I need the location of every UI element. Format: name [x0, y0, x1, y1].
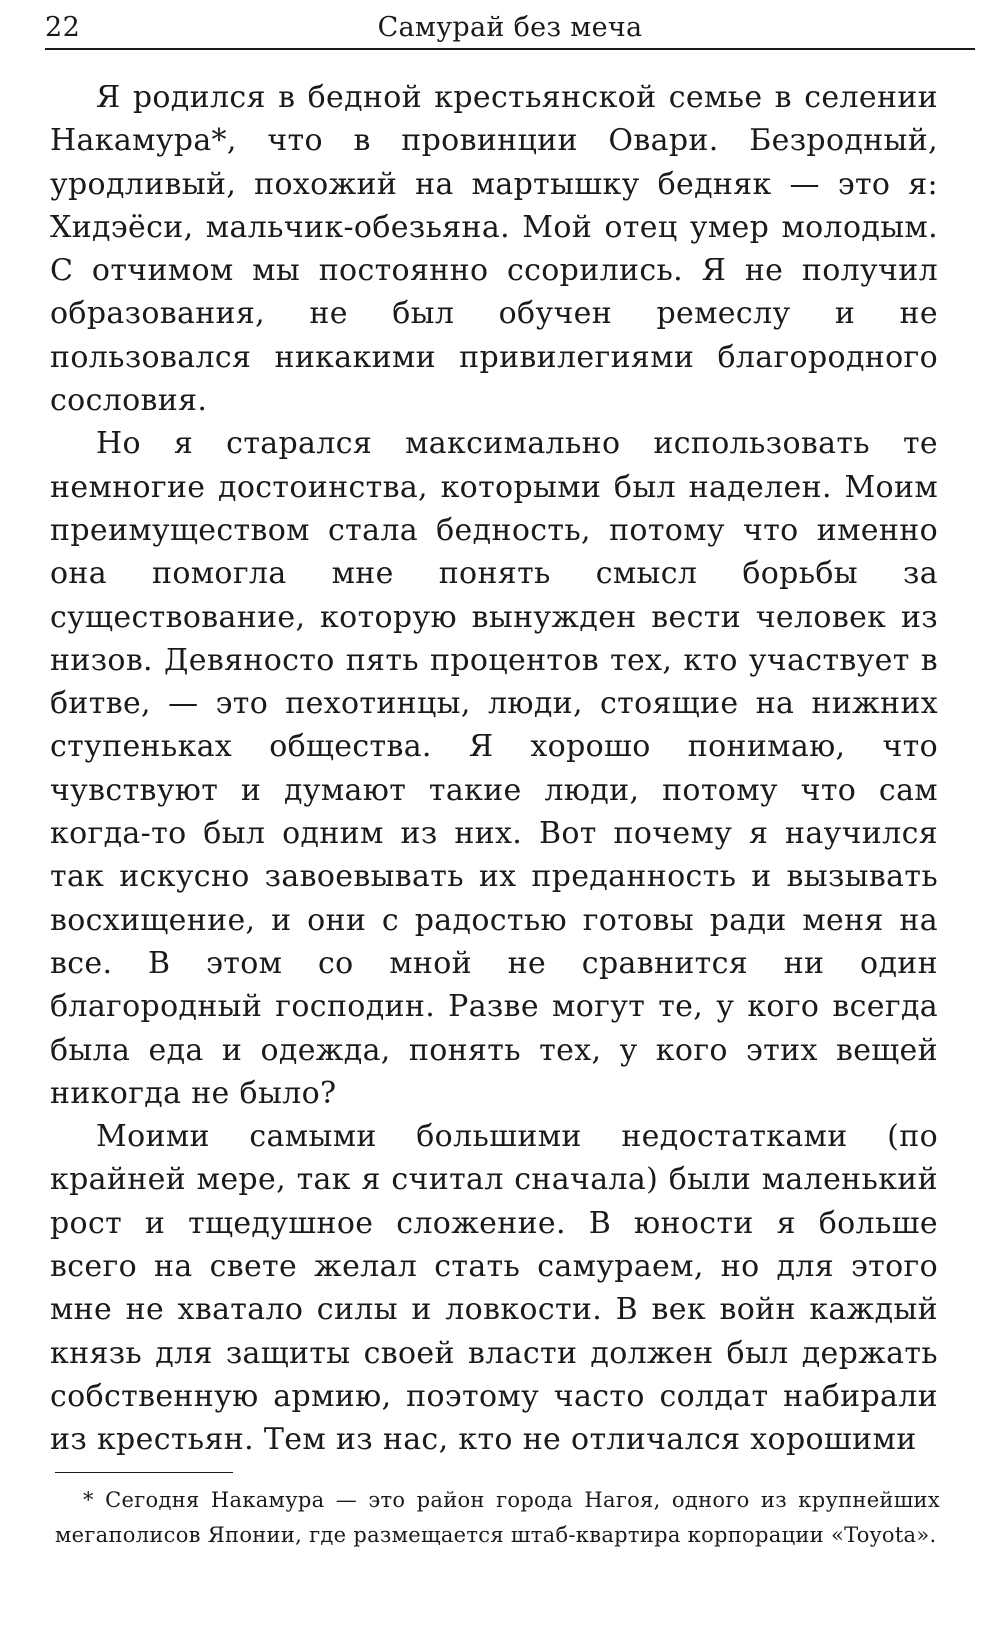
paragraph: Но я старался максимально использовать те немногие достоинства, которыми был наделен. Моим преимуществом стала бедность, потому что именно она помогла мне понять смысл борьбы за существование, которую вынужден вести человек из низов. Девяносто пять процентов тех, кто участвует в битве, — это пехотинцы, люди, стоящие на нижних ступеньках общества. Я хорошо понимаю, что чувствуют и думают такие люди, потому что сам когда-то был одним из них. Вот почему я научился так искусно завоевывать их преданность и вызывать восхищение, и они с радостью готовы ради меня на все. В этом со мной не сравнится ни один благородный господин. Разве могут те, у кого всегда была еда и одежда, понять тех, у кого этих вещей никогда не было?	[50, 426, 938, 1111]
page-header	[45, 8, 975, 50]
main-text	[50, 76, 938, 1462]
paragraph: Моими самыми большими недостатками (по крайней мере, так я считал сначала) были маленький рост и тщедушное сложение. В юности я больше всего на свете желал стать самураем, но для этого мне не хватало силы и ловкости. В век войн каждый князь для защиты своей власти должен был держать собственную армию, поэтому часто солдат набирали из крестьян. Тем из нас, кто не отличался хорошими	[50, 1119, 938, 1458]
running-title: Самурай без меча	[377, 12, 643, 43]
page-number: 22	[45, 12, 81, 43]
paragraph: Я родился в бедной крестьянской семье в селении Накамура*, что в провинции Овари. Безродный, уродливый, похожий на мартышку бедняк — это я: Хидэёси, мальчик-обезьяна. Мой отец умер молодым. С отчимом мы постоянно ссорились. Я не получил образования, не был обучен ремеслу и не пользовался никакими привилегиями благородного сословия.	[50, 80, 938, 419]
footnote-divider	[55, 1472, 233, 1473]
footnote: * Сегодня Накамура — это район города Нагоя, одного из крупнейших мегаполисов Японии, где размещается штаб-квартира корпорации «Toyota».	[55, 1488, 940, 1547]
